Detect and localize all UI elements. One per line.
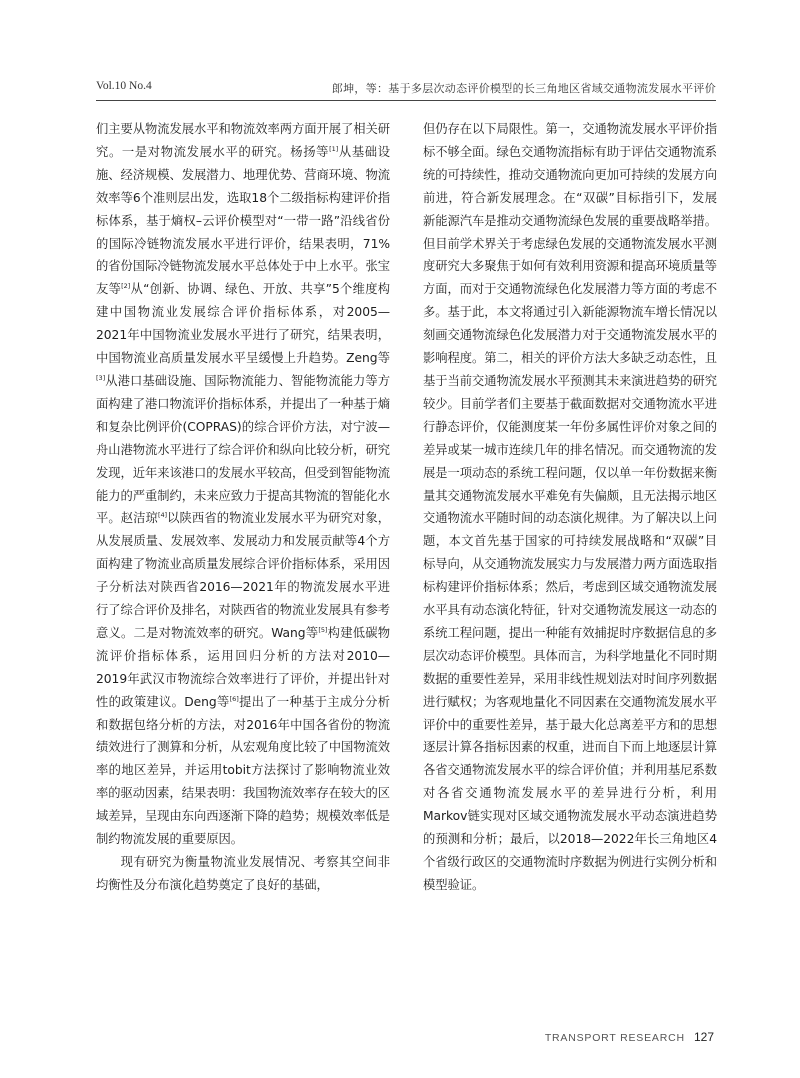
body-text: 从基础设施、经济规模、发展潜力、地理优势、营商环境、物流效率等6个准则层出发，选取18个二级指标构建评价指标体系，基于熵权–云评价模型对“一带一路”沿线省份的国际冷链物流发展水平进行评价，结果表明，71%的省份国际冷链物流发展水平总体处于中上水平。张宝友等 (96, 144, 390, 297)
body-paragraph: 现有研究为衡量物流业发展情况、考察其空间非均衡性及分布演化趋势奠定了良好的基础， (96, 855, 390, 892)
citation-ref: [1] (329, 144, 339, 153)
body-text: 提出了一种基于主成分分析和数据包络分析的方法，对2016年中国各省份的物流绩效进行了测算和分析，从宏观角度比较了中国物流效率的地区差异，并运用tobit方法探讨了影响物流业效率的驱动因素，结果表明：我国物流效率存在较大的区域差异，呈现由东向西逐渐下降的趋势；规模效率低是制约物流发展的重要原因。 (96, 694, 390, 847)
citation-ref: [5] (318, 625, 328, 634)
body-text: 从港口基础设施、国际物流能力、智能物流能力等方面构建了港口物流评价指标体系，并提出了一种基于熵和复杂比例评价(COPRAS)的综合评价方法，对宁波—舟山港物流水平进行了综合评价和纵向比较分析，研究发现，近年来该港口的发展水平较高，但受到智能物流能力的严重制约，未来应致力于提高其物流的智能化水平。赵洁琼 (96, 373, 390, 526)
body-paragraph (96, 118, 390, 851)
citation-ref: [2] (121, 282, 131, 291)
left-column (96, 118, 390, 897)
body-text: 们主要从物流发展水平和物流效率两方面开展了相关研究。一是对物流发展水平的研究。杨扬等 (96, 122, 390, 159)
body-text: 从“创新、协调、绿色、开放、共享”5个维度构建中国物流业发展综合评价指标体系，对2005—2021年中国物流业发展水平进行了研究，结果表明，中国物流业高质量发展水平呈缓慢上升趋势。Zeng等 (96, 282, 391, 366)
journal-name: TRANSPORT RESEARCH (544, 1032, 685, 1044)
body-paragraph: 但仍存在以下局限性。第一，交通物流发展水平评价指标不够全面。绿色交通物流指标有助于评估交通物流系统的可持续性，推动交通物流向更加可持续的发展方向前进，符合新发展理念。在“双碳”目标指引下，发展新能源汽车是推动交通物流绿色发展的重要战略举措。但目前学术界关于考虑绿色发展的交通物流发展水平测度研究大多聚焦于如何有效利用资源和提高环境质量等方面，而对于交通物流绿色化发展潜力等方面的考虑不多。基于此，本文将通过引入新能源物流车增长情况以刻画交通物流绿色化发展潜力对于交通物流发展水平的影响程度。第二，相关的评价方法大多缺乏动态性，且基于当前交通物流发展水平预测其未来演进趋势的研究较少。目前学者们主要基于截面数据对交通物流水平进行静态评价，仅能测度某一年份多属性评价对象之间的差异或某一城市连续几年的排名情况。而交通物流的发展是一项动态的系统工程问题，仅以单一年份数据来衡量其交通物流发展水平难免有失偏颇，且无法揭示地区交通物流水平随时间的动态演化规律。为了解决以上问题，本文首先基于国家的可持续发展战略和“双碳”目标导向，从交通物流发展实力与发展潜力两方面选取指标构建评价指标体系；然后，考虑到区域交通物流发展水平具有动态演化特征，针对交通物流发展这一动态的系统工程问题，提出一种能有效捕捉时序数据信息的多层次动态评价模型。具体而言，为科学地量化不同时期数据的重要性差异，采用非线性规划法对时间序列数据进行赋权；为客观地量化不同因素在交通物流发展水平评价中的重要性差异，基于最大化总离差平方和的思想逐层计算各指标因素的权重，进而自下而上地逐层计算各省交通物流发展水平的综合评价值；并利用基尼系数对各省交通物流发展水平的差异进行分析，利用Markov链实现对区域交通物流发展水平动态演进趋势的预测和分析；最后，以2018—2022年长三角地区4个省级行政区的交通物流时序数据为例进行实例分析和模型验证。 (423, 122, 717, 892)
right-column (423, 118, 717, 897)
page-header (96, 76, 716, 101)
citation-ref: [3] (96, 373, 106, 382)
body-text: 以陕西省的物流业发展水平为研究对象，从发展质量、发展效率、发展动力和发展贡献等4个方面构建了物流业高质量发展综合评价指标体系，采用因子分析法对陕西省2016—2021年的物流发展水平进行了综合评价及排名，对陕西省的物流业发展具有参考意义。二是对物流效率的研究。Wang等 (96, 511, 390, 640)
volume-issue: Vol.10 No.4 (96, 80, 152, 92)
citation-ref: [4] (157, 511, 168, 520)
citation-ref: [6] (229, 694, 239, 703)
body-text: 构建低碳物流评价指标体系，运用回归分析的方法对2010—2019年武汉市物流综合效率进行了评价，并提出针对性的政策建议。Deng等 (96, 625, 390, 709)
page-number: 127 (693, 1030, 714, 1044)
running-title: 郎坤，等：基于多层次动态评价模型的长三角地区省域交通物流发展水平评价 (331, 82, 716, 95)
page-footer (545, 1026, 714, 1045)
